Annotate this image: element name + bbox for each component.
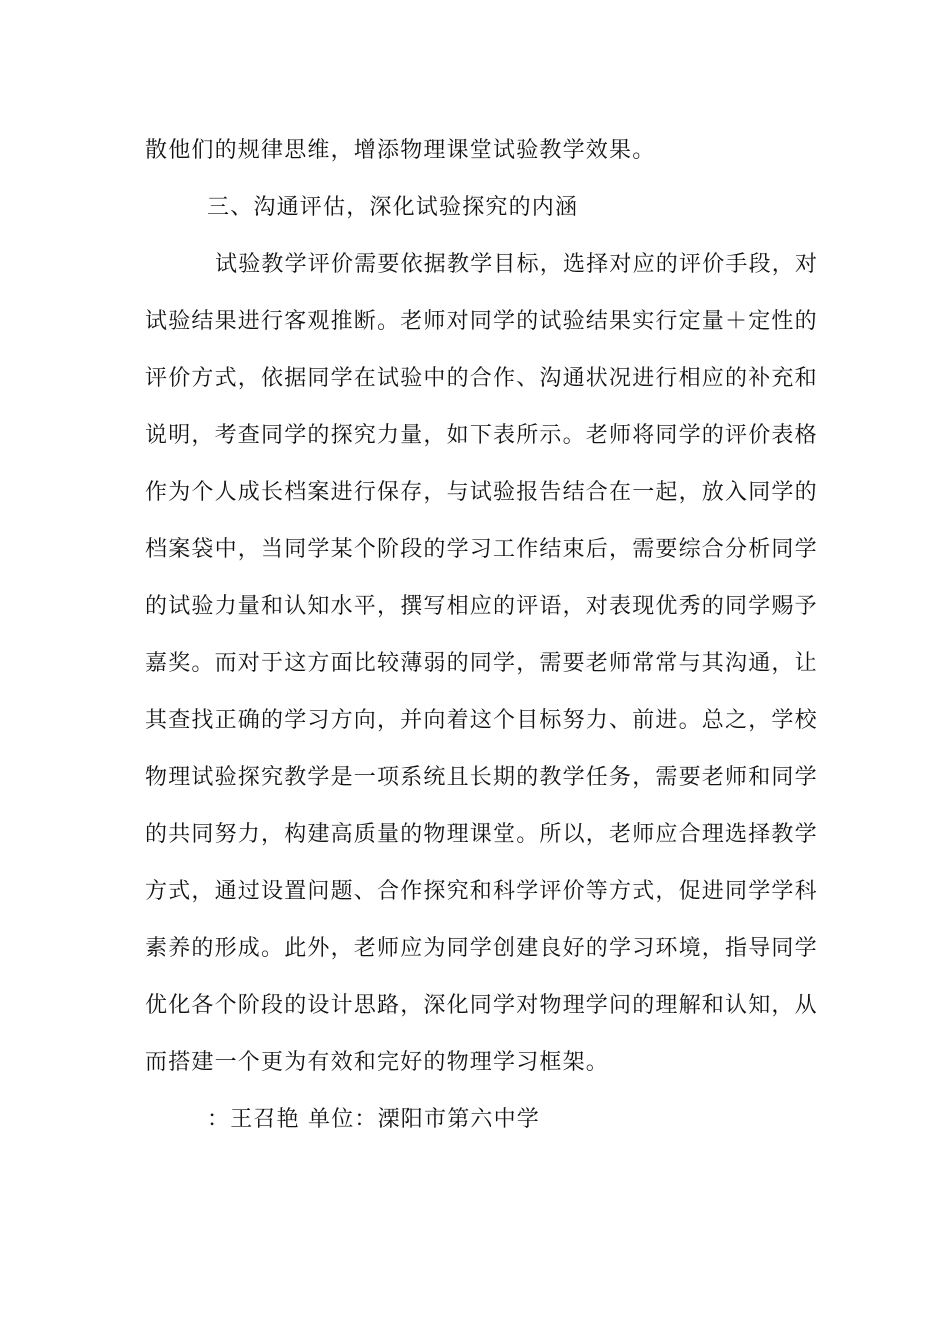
text-line: 试验结果进行客观推断。老师对同学的试验结果实行定量＋定性的 — [145, 309, 818, 334]
text-line: 散他们的规律思维，增添物理课堂试验教学效果。 — [145, 138, 656, 163]
text-line: 素养的形成。此外，老师应为同学创建良好的学习环境，指导同学 — [145, 936, 818, 961]
author-line: ：王召艳 单位：溧阳市第六中学 — [207, 1107, 540, 1132]
text-line: 而搭建一个更为有效和完好的物理学习框架。 — [145, 1050, 610, 1075]
text-line: 其查找正确的学习方向，并向着这个目标努力、前进。总之，学校 — [145, 708, 818, 733]
section-heading: 三、沟通评估，深化试验探究的内涵 — [207, 195, 579, 220]
text-line: 优化各个阶段的设计思路，深化同学对物理学问的理解和认知，从 — [145, 993, 818, 1018]
text-line: 方式，通过设置问题、合作探究和科学评价等方式，促进同学学科 — [145, 879, 818, 904]
text-line: 试验教学评价需要依据教学目标，选择对应的评价手段，对 — [215, 252, 819, 277]
text-line: 说明，考查同学的探究力量，如下表所示。老师将同学的评价表格 — [145, 423, 818, 448]
text-line: 的试验力量和认知水平，撰写相应的评语，对表现优秀的同学赐予 — [145, 594, 818, 619]
body-text — [145, 122, 819, 1148]
text-line: 的共同努力，构建高质量的物理课堂。所以，老师应合理选择教学 — [145, 822, 818, 847]
text-line: 作为个人成长档案进行保存，与试验报告结合在一起，放入同学的 — [145, 480, 818, 505]
text-line: 嘉奖。而对于这方面比较薄弱的同学，需要老师常常与其沟通，让 — [145, 651, 818, 676]
text-line: 物理试验探究教学是一项系统且长期的教学任务，需要老师和同学 — [145, 765, 818, 790]
text-line: 档案袋中，当同学某个阶段的学习工作结束后，需要综合分析同学 — [145, 537, 818, 562]
text-line: 评价方式，依据同学在试验中的合作、沟通状况进行相应的补充和 — [145, 366, 818, 391]
